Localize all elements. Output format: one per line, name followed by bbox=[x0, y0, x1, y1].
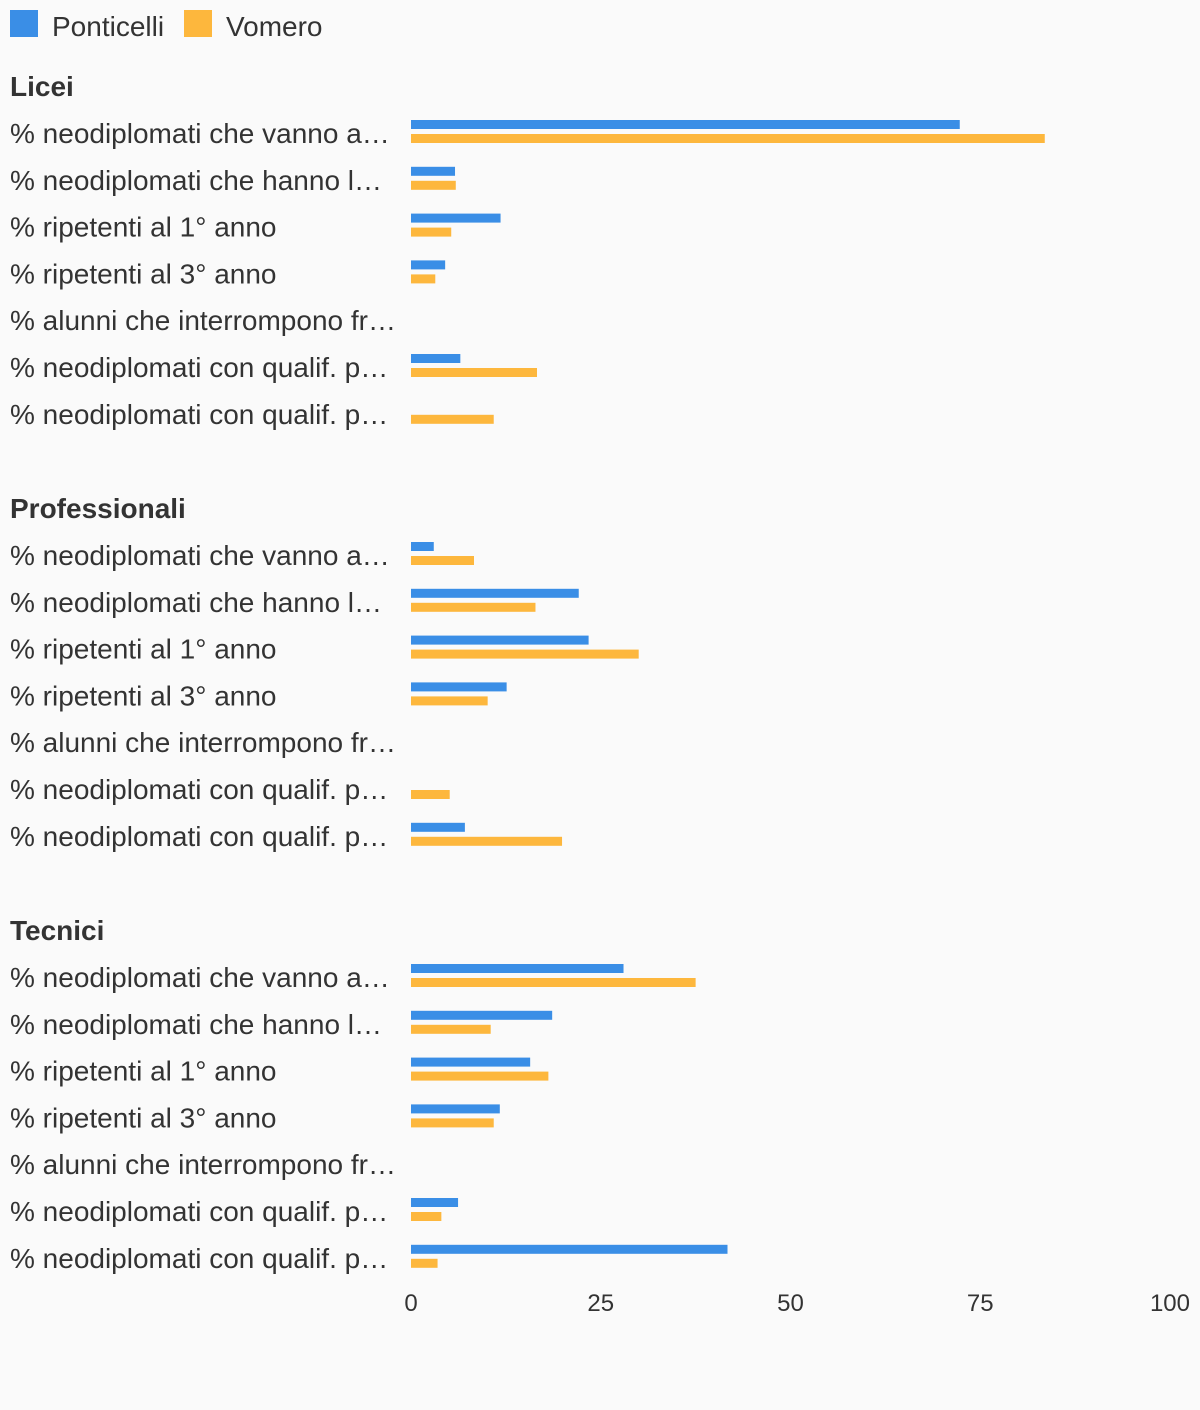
row bbox=[10, 1056, 548, 1087]
bar-ponticelli bbox=[411, 120, 960, 129]
bar-vomero bbox=[411, 181, 456, 190]
row-label: % ripetenti al 1° anno bbox=[10, 633, 277, 665]
row bbox=[10, 165, 456, 196]
bar-vomero bbox=[411, 134, 1045, 143]
legend-label-ponticelli: Ponticelli bbox=[52, 11, 165, 42]
row-label: % neodiplomati con qualif. p… bbox=[10, 774, 389, 805]
bar-ponticelli bbox=[411, 1011, 552, 1020]
row-label: % neodiplomati che vanno a… bbox=[10, 540, 390, 571]
bar-ponticelli bbox=[411, 1198, 458, 1207]
row-label: % neodiplomati con qualif. p… bbox=[10, 1242, 389, 1274]
bar-vomero bbox=[411, 1025, 491, 1034]
row bbox=[10, 774, 450, 805]
row-label: % neodiplomati con qualif. p… bbox=[10, 820, 389, 852]
legend-swatch-ponticelli bbox=[10, 10, 38, 37]
row bbox=[10, 1149, 396, 1180]
bar-vomero bbox=[411, 228, 451, 237]
bar-vomero bbox=[411, 1118, 494, 1127]
row bbox=[10, 1196, 458, 1227]
row bbox=[10, 305, 396, 336]
row bbox=[10, 540, 474, 571]
row-label: % neodiplomati che hanno l… bbox=[10, 164, 383, 196]
x-tick-label: 0 bbox=[404, 1290, 418, 1317]
x-tick-label: 50 bbox=[777, 1290, 804, 1317]
row-label: % alunni che interrompono fr… bbox=[10, 1149, 396, 1181]
bar-vomero bbox=[411, 978, 696, 987]
row-label: % neodiplomati che hanno l… bbox=[10, 586, 383, 618]
x-tick-label: 75 bbox=[966, 1290, 994, 1317]
bar-ponticelli bbox=[411, 682, 507, 691]
row-label: % alunni che interrompono fr… bbox=[10, 305, 396, 337]
row bbox=[10, 212, 501, 243]
x-axis bbox=[404, 1290, 1190, 1317]
bar-vomero bbox=[411, 603, 535, 612]
row bbox=[10, 352, 537, 383]
row-label: % alunni che interrompono fr… bbox=[10, 727, 396, 759]
row bbox=[10, 821, 562, 852]
row-label: % ripetenti al 3° anno bbox=[10, 1102, 277, 1134]
bar-ponticelli bbox=[411, 823, 465, 832]
row bbox=[10, 118, 1045, 149]
row-label: % neodiplomati che hanno l… bbox=[10, 1008, 383, 1040]
bar-ponticelli bbox=[411, 1058, 530, 1067]
legend bbox=[10, 10, 323, 42]
group-tecnici bbox=[10, 915, 728, 1274]
row bbox=[10, 1243, 728, 1274]
row-label: % neodiplomati con qualif. p… bbox=[10, 1196, 389, 1227]
group-professionali bbox=[10, 493, 639, 852]
x-tick-label: 100 bbox=[1149, 1290, 1190, 1317]
bar-vomero bbox=[411, 650, 639, 659]
legend-label-vomero: Vomero bbox=[226, 11, 323, 42]
bar-ponticelli bbox=[411, 1245, 728, 1254]
chart-groups bbox=[10, 71, 1045, 1274]
bar-vomero bbox=[411, 790, 450, 799]
bar-vomero bbox=[411, 1259, 438, 1268]
row-label: % neodiplomati che vanno a… bbox=[10, 118, 390, 149]
row-label: % ripetenti al 3° anno bbox=[10, 680, 277, 712]
bar-ponticelli bbox=[411, 354, 460, 363]
row bbox=[10, 1009, 552, 1040]
group-title: Tecnici bbox=[10, 915, 105, 946]
group-title: Professionali bbox=[10, 493, 186, 524]
row bbox=[10, 680, 507, 711]
bar-vomero bbox=[411, 1072, 548, 1081]
bar-ponticelli bbox=[411, 260, 445, 269]
row-label: % ripetenti al 3° anno bbox=[10, 258, 277, 290]
row-label: % neodiplomati con qualif. p… bbox=[10, 352, 389, 383]
bar-vomero bbox=[411, 1212, 441, 1221]
row bbox=[10, 587, 579, 618]
bar-ponticelli bbox=[411, 636, 589, 645]
bar-vomero bbox=[411, 696, 488, 705]
bar-ponticelli bbox=[411, 1104, 500, 1113]
bar-vomero bbox=[411, 368, 537, 377]
row-label: % neodiplomati con qualif. p… bbox=[10, 398, 389, 430]
row bbox=[10, 399, 494, 430]
bar-vomero bbox=[411, 274, 435, 283]
row bbox=[10, 1102, 500, 1133]
bar-ponticelli bbox=[411, 589, 579, 598]
bar-ponticelli bbox=[411, 542, 434, 551]
group-title: Licei bbox=[10, 71, 74, 102]
row bbox=[10, 962, 696, 993]
bar-vomero bbox=[411, 837, 562, 846]
row bbox=[10, 258, 445, 289]
row-label: % neodiplomati che vanno a… bbox=[10, 962, 390, 993]
x-tick-label: 25 bbox=[587, 1290, 615, 1317]
row bbox=[10, 634, 639, 665]
row-label: % ripetenti al 1° anno bbox=[10, 1055, 277, 1087]
bar-vomero bbox=[411, 556, 474, 565]
row bbox=[10, 727, 396, 758]
bar-vomero bbox=[411, 415, 494, 424]
bar-ponticelli bbox=[411, 964, 624, 973]
group-licei bbox=[10, 71, 1045, 430]
legend-swatch-vomero bbox=[184, 10, 212, 37]
bar-ponticelli bbox=[411, 214, 501, 223]
row-label: % ripetenti al 1° anno bbox=[10, 211, 277, 243]
bar-ponticelli bbox=[411, 167, 455, 176]
